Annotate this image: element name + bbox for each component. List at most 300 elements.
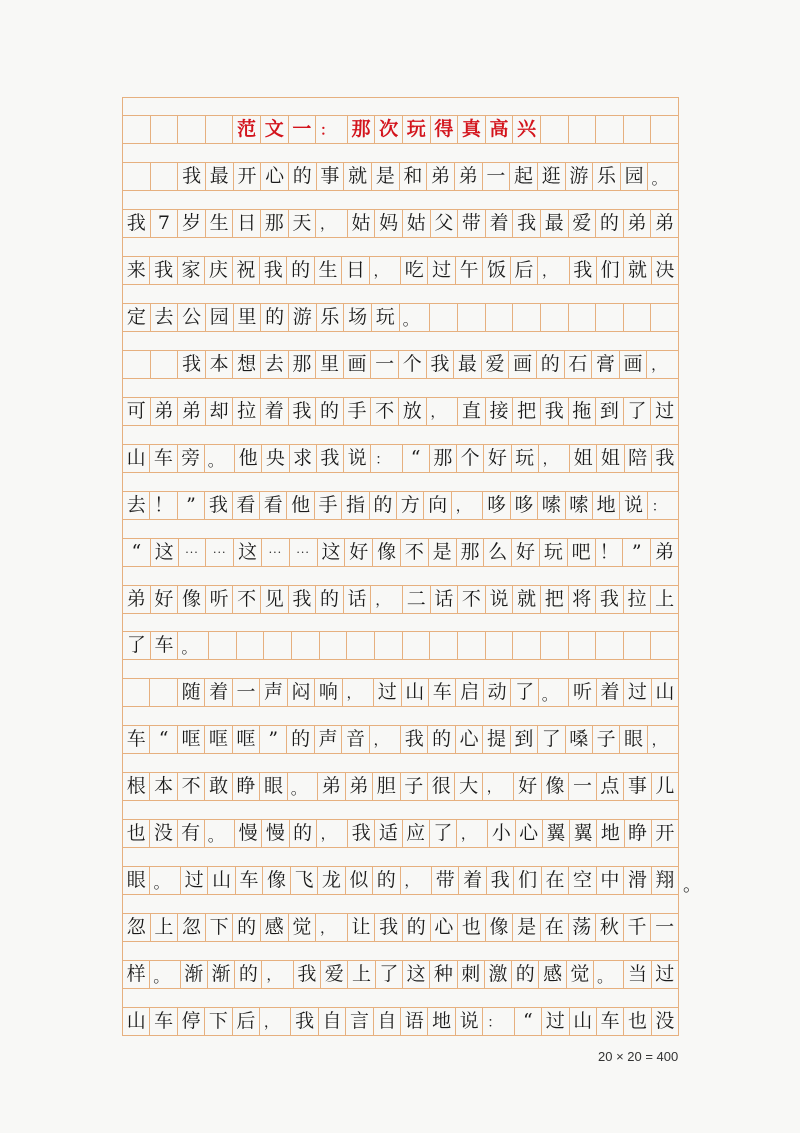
text-row bbox=[123, 772, 678, 801]
title-row bbox=[123, 115, 678, 144]
grid-cell-empty bbox=[263, 632, 291, 659]
grid-cell-char: ！ bbox=[149, 492, 176, 519]
grid-cell-char: 带 bbox=[457, 210, 485, 237]
grid-cell-char: 把 bbox=[512, 398, 540, 425]
grid-cell-char: 这 bbox=[402, 961, 429, 988]
grid-cell-char: 中 bbox=[596, 867, 623, 894]
grid-cell-char: 午 bbox=[455, 257, 482, 284]
grid-cell-char: 哆 bbox=[482, 492, 509, 519]
grid-cell-char: 一 bbox=[370, 351, 398, 378]
grid-cell-char: 着 bbox=[458, 867, 485, 894]
grid-cell-char: 了 bbox=[537, 726, 564, 753]
grid-cell-char: 最 bbox=[540, 210, 568, 237]
grid-size-note: 20 × 20 = 400 bbox=[598, 1049, 679, 1064]
grid-cell-empty bbox=[429, 632, 457, 659]
grid-cell-empty bbox=[177, 116, 205, 143]
grid-cell-char: 忽 bbox=[126, 916, 146, 939]
grid-cell-char: 车 bbox=[428, 679, 455, 706]
grid-cell-char: 我 bbox=[347, 820, 374, 847]
composition-grid-sheet bbox=[122, 97, 679, 1036]
grid-cell-char: 吧 bbox=[567, 539, 595, 566]
grid-cell-empty bbox=[485, 632, 513, 659]
grid-cell-char: 地 bbox=[427, 1008, 454, 1035]
grid-cell-empty bbox=[319, 632, 347, 659]
grid-cell-empty bbox=[623, 632, 651, 659]
grid-cell-char: 他 bbox=[234, 445, 261, 472]
grid-cell-char: 的 bbox=[402, 914, 430, 941]
grid-cell-char: 下 bbox=[204, 1008, 231, 1035]
grid-cell-empty bbox=[150, 163, 178, 190]
grid-cell-char: 我 bbox=[177, 351, 205, 378]
grid-cell-char: 事 bbox=[316, 163, 344, 190]
grid-cell-char: 一 bbox=[288, 116, 316, 143]
grid-cell-char: 秋 bbox=[595, 914, 623, 941]
grid-cell-char: 很 bbox=[427, 773, 454, 800]
grid-cell-char: 范 bbox=[232, 116, 260, 143]
grid-cell-char: 哆 bbox=[510, 492, 537, 519]
grid-cell-char: 随 bbox=[177, 679, 204, 706]
grid-cell-char: 可 bbox=[126, 399, 146, 422]
grid-cell-empty bbox=[291, 632, 319, 659]
grid-cell-char: 睁 bbox=[624, 820, 651, 847]
grid-cell-char: 兴 bbox=[512, 116, 540, 143]
grid-cell-char: 看 bbox=[259, 492, 286, 519]
grid-cell-char: 旁 bbox=[177, 445, 204, 472]
grid-cell-char: 的 bbox=[288, 163, 316, 190]
grid-cell-char: 的 bbox=[315, 398, 343, 425]
grid-cell-char: 那 bbox=[429, 445, 456, 472]
grid-cell-char: 地 bbox=[592, 492, 619, 519]
grid-cell-char: 的 bbox=[286, 257, 313, 284]
text-row bbox=[123, 491, 678, 520]
grid-cell-char: 不 bbox=[457, 586, 485, 613]
grid-cell-char: 让 bbox=[347, 914, 375, 941]
grid-cell-char: 觉 bbox=[288, 914, 316, 941]
grid-cell-char: ” bbox=[177, 492, 204, 519]
text-row bbox=[123, 350, 678, 379]
grid-cell-empty bbox=[512, 304, 540, 331]
grid-cell-char: 弟 bbox=[317, 773, 344, 800]
grid-cell-char: 这 bbox=[150, 539, 178, 566]
text-row bbox=[123, 913, 678, 942]
grid-cell-char: 根 bbox=[126, 775, 146, 798]
text-row bbox=[123, 162, 678, 191]
grid-cell-char: 。 bbox=[647, 163, 678, 190]
grid-cell-char: 着 bbox=[485, 210, 513, 237]
grid-cell-char: 得 bbox=[430, 116, 458, 143]
grid-cell-char: 的 bbox=[315, 586, 343, 613]
grid-cell-char: 刺 bbox=[457, 961, 484, 988]
grid-cell-char: 本 bbox=[149, 773, 176, 800]
grid-cell-char: 祝 bbox=[232, 257, 259, 284]
grid-cell-char: 。 bbox=[538, 679, 568, 706]
grid-cell-empty bbox=[650, 632, 678, 659]
grid-cell-char: 个 bbox=[456, 445, 483, 472]
grid-cell-char: 拉 bbox=[232, 398, 260, 425]
text-row bbox=[123, 960, 678, 989]
grid-cell-char: ： bbox=[370, 445, 401, 472]
text-row bbox=[123, 585, 678, 614]
grid-cell-char: 说 bbox=[619, 492, 646, 519]
grid-cell-char: 好 bbox=[483, 445, 510, 472]
grid-cell-char: 一 bbox=[650, 914, 678, 941]
grid-cell-char: 子 bbox=[592, 726, 619, 753]
grid-cell-char: 种 bbox=[429, 961, 456, 988]
grid-cell-char: 过 bbox=[623, 679, 650, 706]
grid-cell-char: 感 bbox=[538, 961, 565, 988]
grid-cell-char: 是 bbox=[428, 539, 456, 566]
grid-cell-empty bbox=[123, 679, 149, 706]
grid-cell-empty bbox=[150, 351, 178, 378]
grid-cell-char: 就 bbox=[343, 163, 371, 190]
grid-cell-empty bbox=[149, 679, 176, 706]
grid-cell-char: 。 bbox=[149, 961, 179, 988]
grid-cell-char: 心 bbox=[430, 914, 458, 941]
grid-cell-char: 翔 bbox=[651, 867, 678, 894]
grid-cell-char: 。 bbox=[204, 820, 234, 847]
grid-cell-char: 园 bbox=[620, 163, 648, 190]
grid-cell-char: 弟 bbox=[177, 398, 205, 425]
grid-cell-char: 次 bbox=[374, 116, 402, 143]
grid-cell-char: “ bbox=[149, 726, 176, 753]
grid-cell-char: 爱 bbox=[320, 961, 347, 988]
grid-cell-char: 上 bbox=[650, 586, 678, 613]
grid-cell-char: 自 bbox=[318, 1008, 345, 1035]
grid-cell-char: “ bbox=[131, 540, 142, 563]
grid-cell-char: 敢 bbox=[204, 773, 231, 800]
grid-cell-char: 慢 bbox=[261, 820, 288, 847]
grid-cell-empty bbox=[429, 304, 457, 331]
grid-cell-char: 们 bbox=[513, 867, 540, 894]
grid-cell-empty bbox=[457, 304, 485, 331]
grid-cell-char: 我 bbox=[177, 163, 205, 190]
grid-cell-char: 到 bbox=[595, 398, 623, 425]
grid-cell-char: 眼 bbox=[619, 726, 646, 753]
grid-cell-char: 山 bbox=[126, 1010, 146, 1033]
grid-cell-char: 也 bbox=[623, 1008, 650, 1035]
grid-cell-char: 滑 bbox=[623, 867, 650, 894]
grid-cell-char: 没 bbox=[149, 820, 176, 847]
text-row bbox=[123, 256, 678, 285]
grid-cell-char: ， bbox=[538, 445, 569, 472]
grid-cell-char: 翼 bbox=[569, 820, 596, 847]
grid-cell-char: 最 bbox=[205, 163, 233, 190]
grid-cell-char: 真 bbox=[457, 116, 485, 143]
grid-cell-empty bbox=[236, 632, 264, 659]
grid-cell-char: 这 bbox=[233, 539, 261, 566]
grid-cell-empty bbox=[540, 116, 568, 143]
text-row bbox=[123, 819, 678, 848]
grid-cell-empty bbox=[568, 116, 596, 143]
grid-cell-char: 我 bbox=[595, 586, 623, 613]
grid-cell-char: 地 bbox=[596, 820, 623, 847]
grid-cell-char: 。 bbox=[204, 445, 234, 472]
grid-cell-char: 生 bbox=[205, 210, 233, 237]
grid-cell-char: 指 bbox=[341, 492, 368, 519]
grid-cell-char: ： bbox=[482, 1008, 513, 1035]
grid-cell-empty bbox=[205, 116, 233, 143]
grid-cell-char: 拖 bbox=[568, 398, 596, 425]
grid-cell-char: 玩 bbox=[371, 304, 399, 331]
grid-cell-char: 心 bbox=[260, 163, 288, 190]
grid-cell-char: 眼 bbox=[126, 869, 146, 892]
grid-cell-char: ··· bbox=[205, 539, 233, 566]
grid-cell-char: 语 bbox=[400, 1008, 427, 1035]
grid-cell-empty bbox=[568, 632, 596, 659]
grid-cell-char: 我 bbox=[288, 586, 316, 613]
grid-cell-char: 荡 bbox=[568, 914, 596, 941]
grid-cell-char: 感 bbox=[260, 914, 288, 941]
grid-cell-char: 公 bbox=[177, 304, 205, 331]
grid-cell-char: 过 bbox=[180, 867, 207, 894]
grid-cell-char: 的 bbox=[372, 867, 399, 894]
grid-cell-char: 游 bbox=[565, 163, 593, 190]
grid-cell-char: 好 bbox=[513, 773, 540, 800]
grid-cell-char: 看 bbox=[232, 492, 259, 519]
grid-cell-char: 听 bbox=[205, 586, 233, 613]
grid-cell-char: ， bbox=[370, 586, 402, 613]
grid-cell-char: 山 bbox=[401, 679, 428, 706]
grid-cell-char: 渐 bbox=[180, 961, 207, 988]
grid-cell-char: 哐 bbox=[177, 726, 204, 753]
grid-cell-empty bbox=[623, 116, 651, 143]
text-row bbox=[123, 725, 678, 754]
grid-cell-empty bbox=[123, 351, 150, 378]
grid-cell-char: 一 bbox=[482, 163, 510, 190]
text-row bbox=[123, 631, 678, 660]
grid-cell-char: 嗦 bbox=[565, 492, 592, 519]
grid-cell-char: 嗓 bbox=[565, 726, 592, 753]
grid-cell-char: 子 bbox=[400, 773, 427, 800]
grid-cell-char: 自 bbox=[373, 1008, 400, 1035]
grid-cell-char: 像 bbox=[177, 586, 205, 613]
grid-cell-char: 的 bbox=[369, 492, 396, 519]
grid-cell-char: 点 bbox=[596, 773, 623, 800]
grid-cell-char: ！ bbox=[595, 539, 623, 566]
grid-cell-char: 乐 bbox=[316, 304, 344, 331]
grid-cell-char: 吃 bbox=[400, 257, 427, 284]
grid-cell-char: 爱 bbox=[481, 351, 509, 378]
grid-cell-char: 上 bbox=[150, 914, 178, 941]
grid-cell-char: 生 bbox=[314, 257, 341, 284]
grid-cell-char: 我 bbox=[204, 492, 231, 519]
grid-cell-char: 画 bbox=[619, 351, 647, 378]
grid-cell-empty bbox=[623, 304, 651, 331]
grid-cell-char: 岁 bbox=[177, 210, 205, 237]
grid-cell-char: 一 bbox=[568, 773, 595, 800]
grid-cell-char: 这 bbox=[317, 539, 345, 566]
grid-cell-char: 我 bbox=[651, 445, 678, 472]
grid-cell-char: 声 bbox=[259, 679, 286, 706]
text-row bbox=[123, 397, 678, 426]
grid-cell-empty bbox=[457, 632, 485, 659]
grid-cell-char: 。 bbox=[399, 304, 430, 331]
grid-cell-char: 玩 bbox=[511, 445, 538, 472]
grid-cell-char: 父 bbox=[430, 210, 458, 237]
grid-cell-char: 不 bbox=[400, 539, 428, 566]
grid-cell-char: 我 bbox=[149, 257, 176, 284]
grid-cell-char: 那 bbox=[456, 539, 484, 566]
text-row bbox=[123, 538, 678, 567]
grid-cell-char: 了 bbox=[510, 679, 537, 706]
grid-cell-char: 不 bbox=[232, 586, 260, 613]
grid-cell-char: 千 bbox=[623, 914, 651, 941]
grid-cell-char: 儿 bbox=[651, 773, 678, 800]
grid-cell-char: 哐 bbox=[232, 726, 259, 753]
grid-cell-char: 带 bbox=[431, 867, 458, 894]
grid-cell-char: ， bbox=[261, 961, 292, 988]
grid-cell-empty bbox=[650, 304, 678, 331]
grid-cell-empty bbox=[150, 116, 178, 143]
grid-cell-char: 像 bbox=[541, 773, 568, 800]
grid-cell-char: ， bbox=[646, 351, 678, 378]
grid-cell-char: 样 bbox=[126, 963, 146, 986]
grid-cell-char: 高 bbox=[485, 116, 513, 143]
grid-cell-char: 我 bbox=[126, 211, 146, 234]
grid-cell-char: 弟 bbox=[650, 539, 678, 566]
grid-cell-char: ， bbox=[369, 257, 400, 284]
grid-cell-char: 似 bbox=[345, 867, 372, 894]
grid-cell-char: 的 bbox=[260, 304, 288, 331]
grid-cell-char: 和 bbox=[399, 163, 427, 190]
grid-cell-char: 山 bbox=[651, 679, 678, 706]
grid-cell-char: 到 bbox=[510, 726, 537, 753]
grid-cell-char: 去 bbox=[260, 351, 288, 378]
grid-cell-char: 动 bbox=[483, 679, 510, 706]
grid-cell-char: 么 bbox=[483, 539, 511, 566]
grid-cell-char: 的 bbox=[286, 726, 313, 753]
grid-cell-char: 里 bbox=[315, 351, 343, 378]
grid-cell-char: 觉 bbox=[566, 961, 593, 988]
grid-cell-char: 方 bbox=[396, 492, 423, 519]
grid-cell-char: 听 bbox=[568, 679, 595, 706]
grid-cell-char: 了 bbox=[623, 398, 651, 425]
grid-cell-char: 过 bbox=[651, 961, 678, 988]
grid-cell-char: ： bbox=[315, 116, 347, 143]
grid-cell-char: 音 bbox=[341, 726, 368, 753]
grid-cell-char: 弟 bbox=[150, 398, 178, 425]
grid-cell-char: 。 bbox=[149, 867, 179, 894]
grid-cell-char: 日 bbox=[341, 257, 368, 284]
grid-cell-char: 那 bbox=[347, 116, 375, 143]
grid-cell-char: 事 bbox=[623, 773, 650, 800]
grid-cell-char: 游 bbox=[288, 304, 316, 331]
grid-cell-empty bbox=[595, 116, 623, 143]
grid-cell-char: 龙 bbox=[317, 867, 344, 894]
grid-cell-char: 没 bbox=[651, 1008, 678, 1035]
grid-cell-char: 就 bbox=[512, 586, 540, 613]
grid-cell-char: 玩 bbox=[402, 116, 430, 143]
grid-cell-char: 大 bbox=[454, 773, 481, 800]
grid-cell-char: 爱 bbox=[568, 210, 596, 237]
grid-cell-char: 求 bbox=[289, 445, 316, 472]
grid-cell-char: 胆 bbox=[372, 773, 399, 800]
grid-cell-char: 下 bbox=[205, 914, 233, 941]
grid-cell-char: 应 bbox=[402, 820, 429, 847]
grid-cell-char: 家 bbox=[177, 257, 204, 284]
grid-cell-char: 的 bbox=[232, 914, 260, 941]
text-row bbox=[123, 444, 678, 473]
grid-cell-char: 7 bbox=[150, 210, 178, 237]
grid-cell-char: 我 bbox=[400, 726, 427, 753]
grid-cell-empty bbox=[123, 116, 150, 143]
grid-cell-char: 过 bbox=[373, 679, 400, 706]
grid-cell-char: ， bbox=[315, 914, 347, 941]
grid-cell-empty bbox=[595, 304, 623, 331]
grid-cell-char: ··· bbox=[178, 539, 206, 566]
grid-cell-char: ， bbox=[456, 820, 487, 847]
grid-cell-char: 响 bbox=[314, 679, 341, 706]
grid-cell-char: ， bbox=[451, 492, 482, 519]
grid-cell-char: 我 bbox=[290, 1008, 317, 1035]
grid-cell-empty bbox=[346, 632, 374, 659]
grid-cell-char: 好 bbox=[511, 539, 539, 566]
grid-cell-char: 园 bbox=[205, 304, 233, 331]
grid-cell-char: 话 bbox=[343, 586, 371, 613]
grid-cell-char: 上 bbox=[347, 961, 374, 988]
grid-cell-char: 了 bbox=[375, 961, 402, 988]
grid-cell-char: ， bbox=[259, 1008, 290, 1035]
grid-cell-char: 是 bbox=[371, 163, 399, 190]
grid-cell-empty bbox=[485, 304, 513, 331]
grid-cell-char: 们 bbox=[596, 257, 623, 284]
grid-cell-char: ··· bbox=[261, 539, 289, 566]
grid-cell-char: ， bbox=[342, 679, 373, 706]
grid-cell-char: 我 bbox=[512, 210, 540, 237]
grid-cell-char: 的 bbox=[595, 210, 623, 237]
grid-cell-char: 逛 bbox=[537, 163, 565, 190]
grid-cell-char: 个 bbox=[398, 351, 426, 378]
grid-cell-char: 向 bbox=[423, 492, 450, 519]
grid-cell-char: 闷 bbox=[287, 679, 314, 706]
grid-cell-char: ， bbox=[482, 773, 513, 800]
grid-cell-char: 声 bbox=[314, 726, 341, 753]
overflow-period: 。 bbox=[683, 875, 701, 897]
grid-cell-char: ， bbox=[316, 820, 347, 847]
grid-cell-char: 见 bbox=[260, 586, 288, 613]
grid-cell-char: 陪 bbox=[624, 445, 651, 472]
grid-cell-char: “ bbox=[514, 1008, 541, 1035]
grid-cell-char: 弟 bbox=[623, 210, 651, 237]
grid-cell-char: 手 bbox=[343, 398, 371, 425]
grid-cell-char: 天 bbox=[288, 210, 316, 237]
grid-cell-char: 他 bbox=[286, 492, 313, 519]
grid-cell-char: 起 bbox=[509, 163, 537, 190]
grid-cell-char: 我 bbox=[486, 867, 513, 894]
grid-cell-char: 了 bbox=[429, 820, 456, 847]
grid-cell-char: 决 bbox=[651, 257, 678, 284]
grid-cell-char: ， bbox=[647, 726, 678, 753]
grid-cell-char: 的 bbox=[427, 726, 454, 753]
grid-cell-char: 拉 bbox=[623, 586, 651, 613]
grid-cell-char: 。 bbox=[593, 961, 623, 988]
grid-cell-char: 去 bbox=[150, 304, 178, 331]
grid-cell-char: 弟 bbox=[426, 163, 454, 190]
grid-cell-char: 央 bbox=[261, 445, 288, 472]
grid-cell-empty bbox=[123, 163, 150, 190]
grid-cell-char: 姐 bbox=[596, 445, 623, 472]
grid-cell-char: 。 bbox=[177, 632, 208, 659]
grid-cell-char: 庆 bbox=[204, 257, 231, 284]
grid-cell-char: “ bbox=[402, 445, 429, 472]
grid-cell-char: ， bbox=[400, 867, 431, 894]
grid-cell-char: 眼 bbox=[259, 773, 286, 800]
grid-cell-char: 姑 bbox=[402, 210, 430, 237]
grid-cell-char: 弟 bbox=[126, 587, 146, 610]
grid-cell-char: 车 bbox=[149, 445, 176, 472]
grid-cell-char: 。 bbox=[287, 773, 317, 800]
grid-cell-char: 我 bbox=[426, 351, 454, 378]
